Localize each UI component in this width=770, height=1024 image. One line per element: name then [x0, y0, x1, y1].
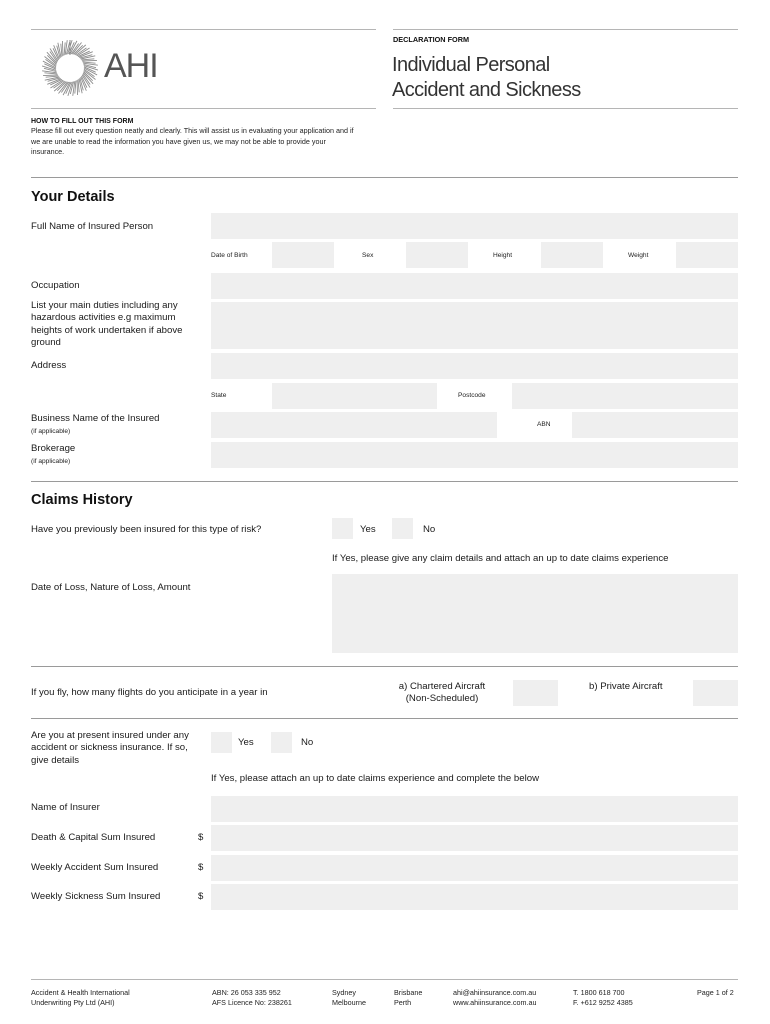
state-field[interactable]	[272, 383, 437, 409]
insurer-label: Name of Insurer	[31, 802, 100, 813]
present-no-label: No	[301, 737, 314, 748]
postcode-field[interactable]	[512, 383, 738, 409]
dob-label: Date of Birth	[211, 252, 248, 259]
full-name-label: Full Name of Insured Person	[31, 221, 154, 232]
howto-text: Please fill out every question neatly and clearly. This will assist us in evaluating your application and if we are unable to read the information you have given us, we may not be able to provide your insurance.	[31, 126, 354, 156]
business-name-field[interactable]	[211, 412, 497, 438]
present-claims-note: If Yes, please attach an up to date claims experience and complete the below	[211, 773, 539, 784]
sex-field[interactable]	[406, 242, 468, 268]
duties-field[interactable]	[211, 302, 738, 349]
section-claims-history: Claims History	[31, 492, 133, 508]
rule-under-title	[393, 108, 738, 109]
footer-company: Accident & Health International Underwriting Pty Ltd (AHI)	[31, 988, 130, 1007]
chartered-line-2: (Non-Scheduled)	[405, 693, 479, 705]
divider-flights	[31, 666, 738, 667]
weekly-sickness-dollar: $	[198, 891, 204, 902]
height-field[interactable]	[541, 242, 603, 268]
weekly-sickness-label: Weekly Sickness Sum Insured	[31, 891, 161, 902]
divider-present	[31, 718, 738, 719]
header-rule-right	[393, 29, 738, 30]
duties-label: List your main duties including any hazardous activities e.g maximum heights of work undertaken if above ground	[31, 300, 183, 349]
rule-under-logo	[31, 108, 376, 109]
weekly-accident-dollar: $	[198, 862, 204, 873]
full-name-field[interactable]	[211, 213, 738, 239]
state-label: State	[211, 392, 227, 399]
address-field[interactable]	[211, 353, 738, 379]
chartered-line-1: a) Chartered Aircraft	[398, 681, 486, 692]
footer-phone: T. 1800 618 700 F. +612 9252 4385	[573, 988, 633, 1007]
address-label: Address	[31, 360, 67, 371]
footer-rule	[31, 979, 738, 980]
private-aircraft-field[interactable]	[693, 680, 738, 706]
business-if-applicable: (if applicable)	[31, 428, 71, 435]
logo-text: AHI	[104, 47, 158, 85]
business-name-label: Business Name of the Insured	[31, 413, 160, 424]
divider-details	[31, 177, 738, 178]
title-line-1: Individual Personal	[392, 54, 550, 76]
prev-insured-no-label: No	[423, 524, 436, 535]
howto-heading: HOW TO FILL OUT THIS FORM	[31, 118, 134, 125]
claim-details-note: If Yes, please give any claim details and attach an up to date claims experience	[332, 553, 669, 564]
private-aircraft-label: b) Private Aircraft	[589, 681, 663, 692]
present-no-checkbox[interactable]	[271, 732, 292, 753]
postcode-label: Postcode	[458, 392, 486, 399]
weekly-accident-label: Weekly Accident Sum Insured	[31, 862, 159, 873]
date-of-loss-label: Date of Loss, Nature of Loss, Amount	[31, 582, 191, 593]
sex-label: Sex	[362, 252, 374, 259]
footer-cities-2: Brisbane Perth	[394, 988, 423, 1007]
abn-field[interactable]	[572, 412, 738, 438]
brokerage-if-applicable: (if applicable)	[31, 458, 71, 465]
claim-details-field[interactable]	[332, 574, 738, 653]
present-yes-checkbox[interactable]	[211, 732, 232, 753]
death-sum-dollar: $	[198, 832, 204, 843]
abn-label: ABN	[537, 421, 551, 428]
footer-abn: ABN: 26 053 335 952 AFS Licence No: 238261	[212, 988, 292, 1007]
brokerage-field[interactable]	[211, 442, 738, 468]
footer-page-number: Page 1 of 2	[697, 988, 734, 997]
occupation-label: Occupation	[31, 280, 80, 291]
title-line-2: Accident and Sickness	[392, 79, 581, 101]
flights-question: If you fly, how many flights do you anticipate in a year in	[31, 687, 268, 698]
present-insurance-question: Are you at present insured under any accident or sickness insurance. If so, give details	[31, 730, 189, 766]
chartered-aircraft-label	[370, 681, 514, 706]
footer-cities-1: Sydney Melbourne	[332, 988, 366, 1007]
dob-field[interactable]	[272, 242, 334, 268]
ahi-logo-icon	[40, 38, 100, 98]
page-title	[392, 53, 581, 103]
divider-claims	[31, 481, 738, 482]
prev-insured-yes-checkbox[interactable]	[332, 518, 353, 539]
weekly-sickness-field[interactable]	[211, 884, 738, 910]
prev-insured-no-checkbox[interactable]	[392, 518, 413, 539]
present-yes-label: Yes	[238, 737, 254, 748]
chartered-aircraft-field[interactable]	[513, 680, 558, 706]
prev-insured-question: Have you previously been insured for this type of risk?	[31, 524, 262, 535]
death-sum-field[interactable]	[211, 825, 738, 851]
death-sum-label: Death & Capital Sum Insured	[31, 832, 156, 843]
prev-insured-yes-label: Yes	[360, 524, 376, 535]
weekly-accident-field[interactable]	[211, 855, 738, 881]
insurer-field[interactable]	[211, 796, 738, 822]
brokerage-label: Brokerage	[31, 443, 76, 454]
form-type: DECLARATION FORM	[393, 35, 470, 44]
weight-field[interactable]	[676, 242, 738, 268]
occupation-field[interactable]	[211, 273, 738, 299]
header-rule-left	[31, 29, 376, 30]
height-label: Height	[493, 252, 513, 259]
section-your-details: Your Details	[31, 189, 115, 205]
weight-label: Weight	[628, 252, 649, 259]
footer-web: ahi@ahiinsurance.com.au www.ahiinsurance.com.au	[453, 988, 537, 1007]
